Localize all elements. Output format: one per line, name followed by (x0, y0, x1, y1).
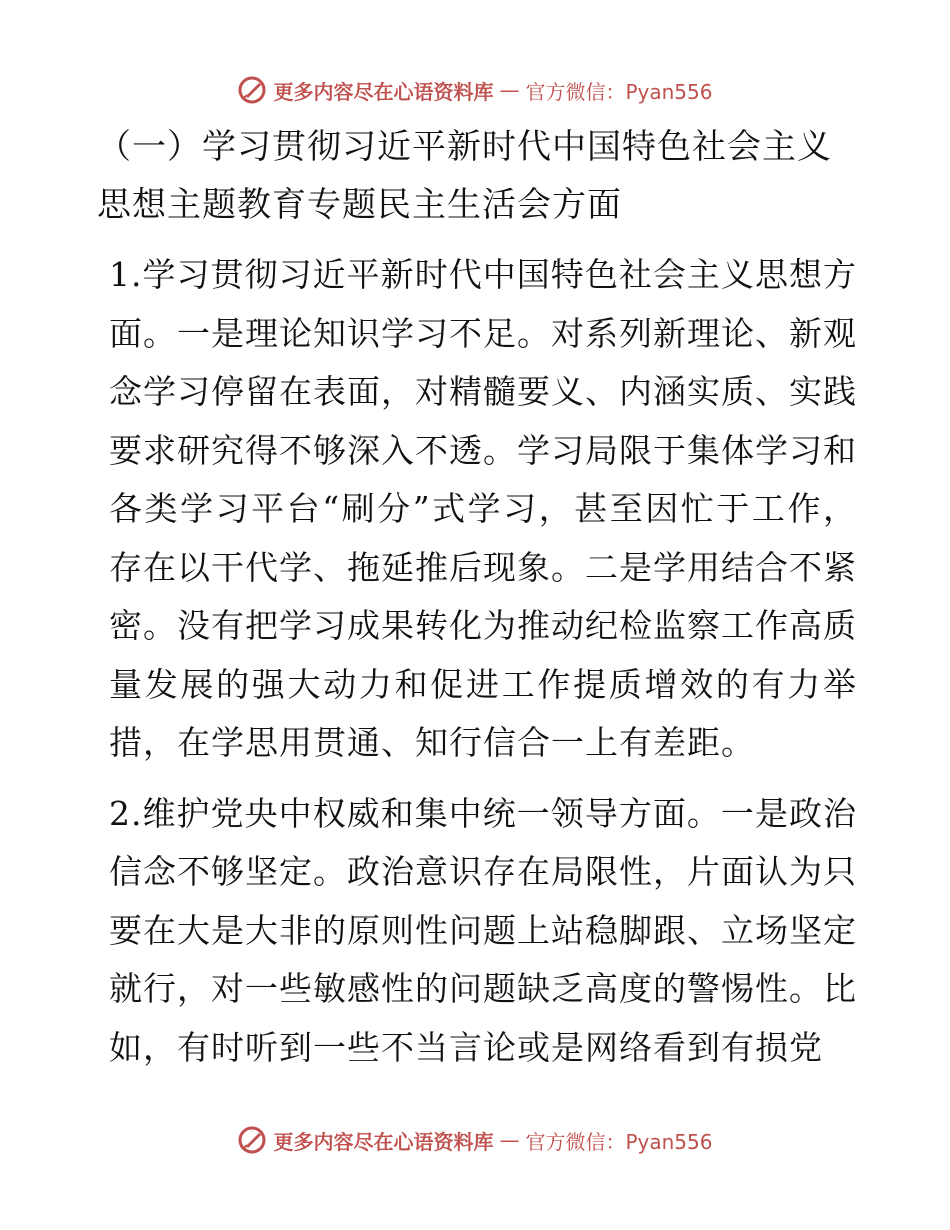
quill-seal-icon (237, 75, 267, 105)
watermark-contact: 官方微信：Pyan556 (525, 79, 713, 104)
watermark-separator: — (499, 78, 520, 102)
paragraph-2: 2.维护党央中权威和集中统一领导方面。一是政治信念不够坚定。政治意识存在局限性，片面认为只要在大是大非的原则性问题上站稳脚跟、立场坚定就行，对一些敏感性的问题缺乏高度的警惕性。比如，有时听到一些不当言论或是网络看到有损党 (109, 793, 857, 1067)
document-body (97, 118, 857, 1089)
watermark-separator: — (499, 1128, 520, 1152)
paragraph-1: 1.学习贯彻习近平新时代中国特色社会主义思想方面。一是理论知识学习不足。对系列新理论、新观念学习停留在表面，对精髓要义、内涵实质、实践要求研究得不够深入不透。学习局限于集体学习和各类学习平台“刷分”式学习，甚至因忙于工作，存在以干代学、拖延推后现象。二是学用结合不紧密。没有把学习成果转化为推动纪检监察工作高质量发展的强大动力和促进工作提质增效的有力举措，在学思用贯通、知行信合一上有差距。 (109, 255, 857, 762)
quill-seal-icon (237, 1125, 267, 1155)
watermark-brand: 更多内容尽在心语资料库 (273, 1129, 494, 1154)
watermark-header (0, 72, 950, 108)
section-heading: （一）学习贯彻习近平新时代中国特色社会主义思想主题教育专题民主生活会方面 (97, 127, 832, 225)
watermark-contact: 官方微信：Pyan556 (525, 1129, 713, 1154)
watermark-footer (0, 1122, 950, 1158)
watermark-brand: 更多内容尽在心语资料库 (273, 79, 494, 104)
